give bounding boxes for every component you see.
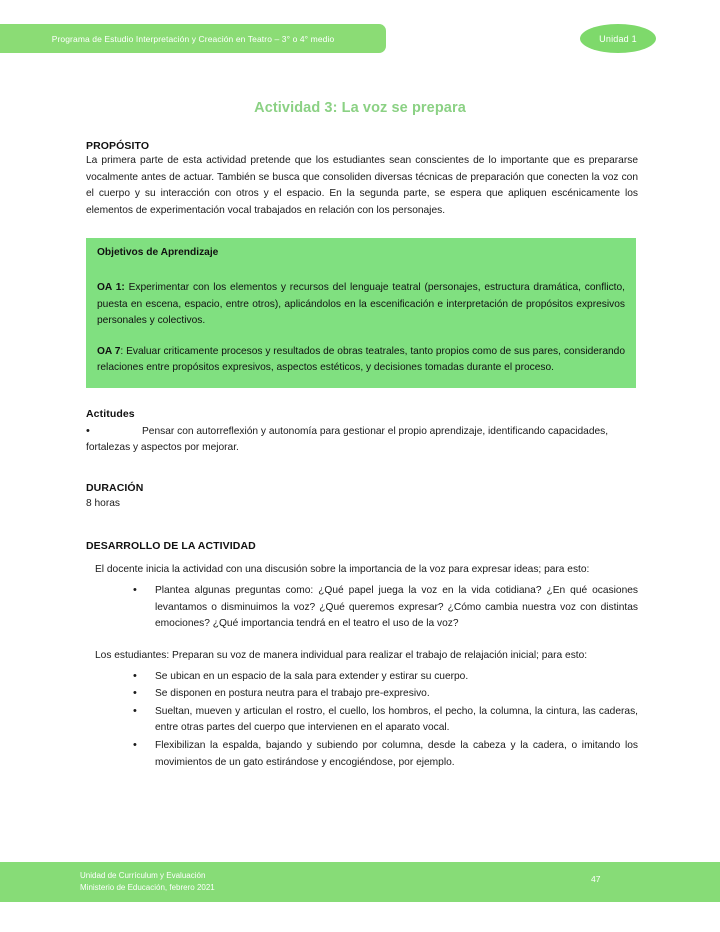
actitudes-item — [86, 423, 638, 457]
unit-badge — [580, 24, 656, 53]
page-title: Actividad 3: La voz se prepara — [254, 100, 466, 116]
docente-bullet-list — [86, 583, 638, 633]
learning-objectives-title: Objetivos de Aprendizaje — [97, 247, 219, 259]
desarrollo-intro-estudiantes: Los estudiantes: Preparan su voz de manera individual para realizar el trabajo de relajación inicial; para esto: — [95, 649, 588, 661]
proposito-heading: PROPÓSITO — [86, 140, 150, 152]
oa-text: Experimentar con los elementos y recursos del lenguaje teatral (personajes, estructura dramática, conflicto, puesta en escena, espacio, entre otros), aplicándolos en la escenificación e interpretación de propósitos expresivos personales y colectivos. — [97, 282, 625, 327]
duracion-value: 8 horas — [86, 497, 120, 509]
learning-objectives-box — [86, 238, 636, 388]
list-item: • Flexibilizan la espalda, bajando y subiendo por columna, desde la cabeza y la cadera, o imitando los movimientos de un gato estirándose y encogiéndose, por ejemplo. — [131, 738, 638, 771]
list-item: • Se disponen en postura neutra para el trabajo pre-expresivo. — [131, 686, 638, 703]
document-content — [86, 140, 638, 772]
desarrollo-heading: DESARROLLO DE LA ACTIVIDAD — [86, 540, 256, 553]
learning-objective-item — [97, 344, 625, 377]
desarrollo-section — [86, 540, 638, 771]
footer-line-2: Ministerio de Educación, febrero 2021 — [80, 882, 215, 892]
learning-objective-item — [97, 280, 625, 330]
duracion-section — [86, 482, 638, 513]
duracion-heading: DURACIÓN — [86, 481, 144, 494]
bullet-icon — [86, 423, 142, 441]
desarrollo-intro-docente: El docente inicia la actividad con una discusión sobre la importancia de la voz para expresar ideas; para esto: — [95, 564, 590, 576]
page-number: 47 — [591, 874, 601, 884]
footer-institution — [80, 870, 215, 893]
list-item: • Sueltan, mueven y articulan el rostro, el cuello, los hombros, el pecho, la columna, la cintura, las caderas, entre otras partes del cuerpo que intervienen en el aparato vocal. — [131, 704, 638, 737]
list-item: • Plantea algunas preguntas como: ¿Qué papel juega la voz en la vida cotidiana? ¿En qué ocasiones levantamos o disminuimos la voz? ¿Qué queremos expresar? ¿Cómo cambia nuestra voz con distintas emociones? ¿Qué importancia tendrá en el teatro el uso de la voz? — [131, 583, 638, 633]
proposito-text: La primera parte de esta actividad pretende que los estudiantes sean conscientes de lo importante que es prepararse vocalmente antes de actuar. También se busca que consoliden diversas técnicas de preparación que conecten la voz con el cuerpo y su interacción con otros y el espacio. En la segunda parte, se espera que apliquen escénicamente los elementos de experimentación vocal trabajados en relación con los personajes. — [86, 155, 638, 216]
list-item: • Se ubican en un espacio de la sala para extender y estirar su cuerpo. — [131, 669, 638, 686]
footer-band — [0, 862, 720, 902]
actitudes-heading: Actitudes — [86, 407, 135, 420]
actitudes-item-text: Pensar con autorreflexión y autonomía para gestionar el propio aprendizaje, identificando capacidades, fortalezas y aspectos por mejorar. — [86, 425, 609, 454]
oa-code: OA 7 — [97, 345, 121, 357]
oa-text: : Evaluar criticamente procesos y resultados de obras teatrales, tanto propios como de sus pares, considerando relaciones entre propósitos expresivos, aspectos estéticos, y decisiones tomadas durante el proceso. — [97, 345, 625, 374]
actitudes-section — [86, 408, 638, 457]
header-band — [0, 24, 386, 53]
footer-line-1: Unidad de Currículum y Evaluación — [80, 871, 206, 880]
oa-code: OA 1: — [97, 282, 125, 294]
unit-badge-label: Unidad 1 — [599, 33, 637, 44]
estudiantes-bullet-list — [86, 669, 638, 772]
header-program-title: Programa de Estudio Interpretación y Creación en Teatro – 3° o 4° medio — [51, 33, 335, 44]
